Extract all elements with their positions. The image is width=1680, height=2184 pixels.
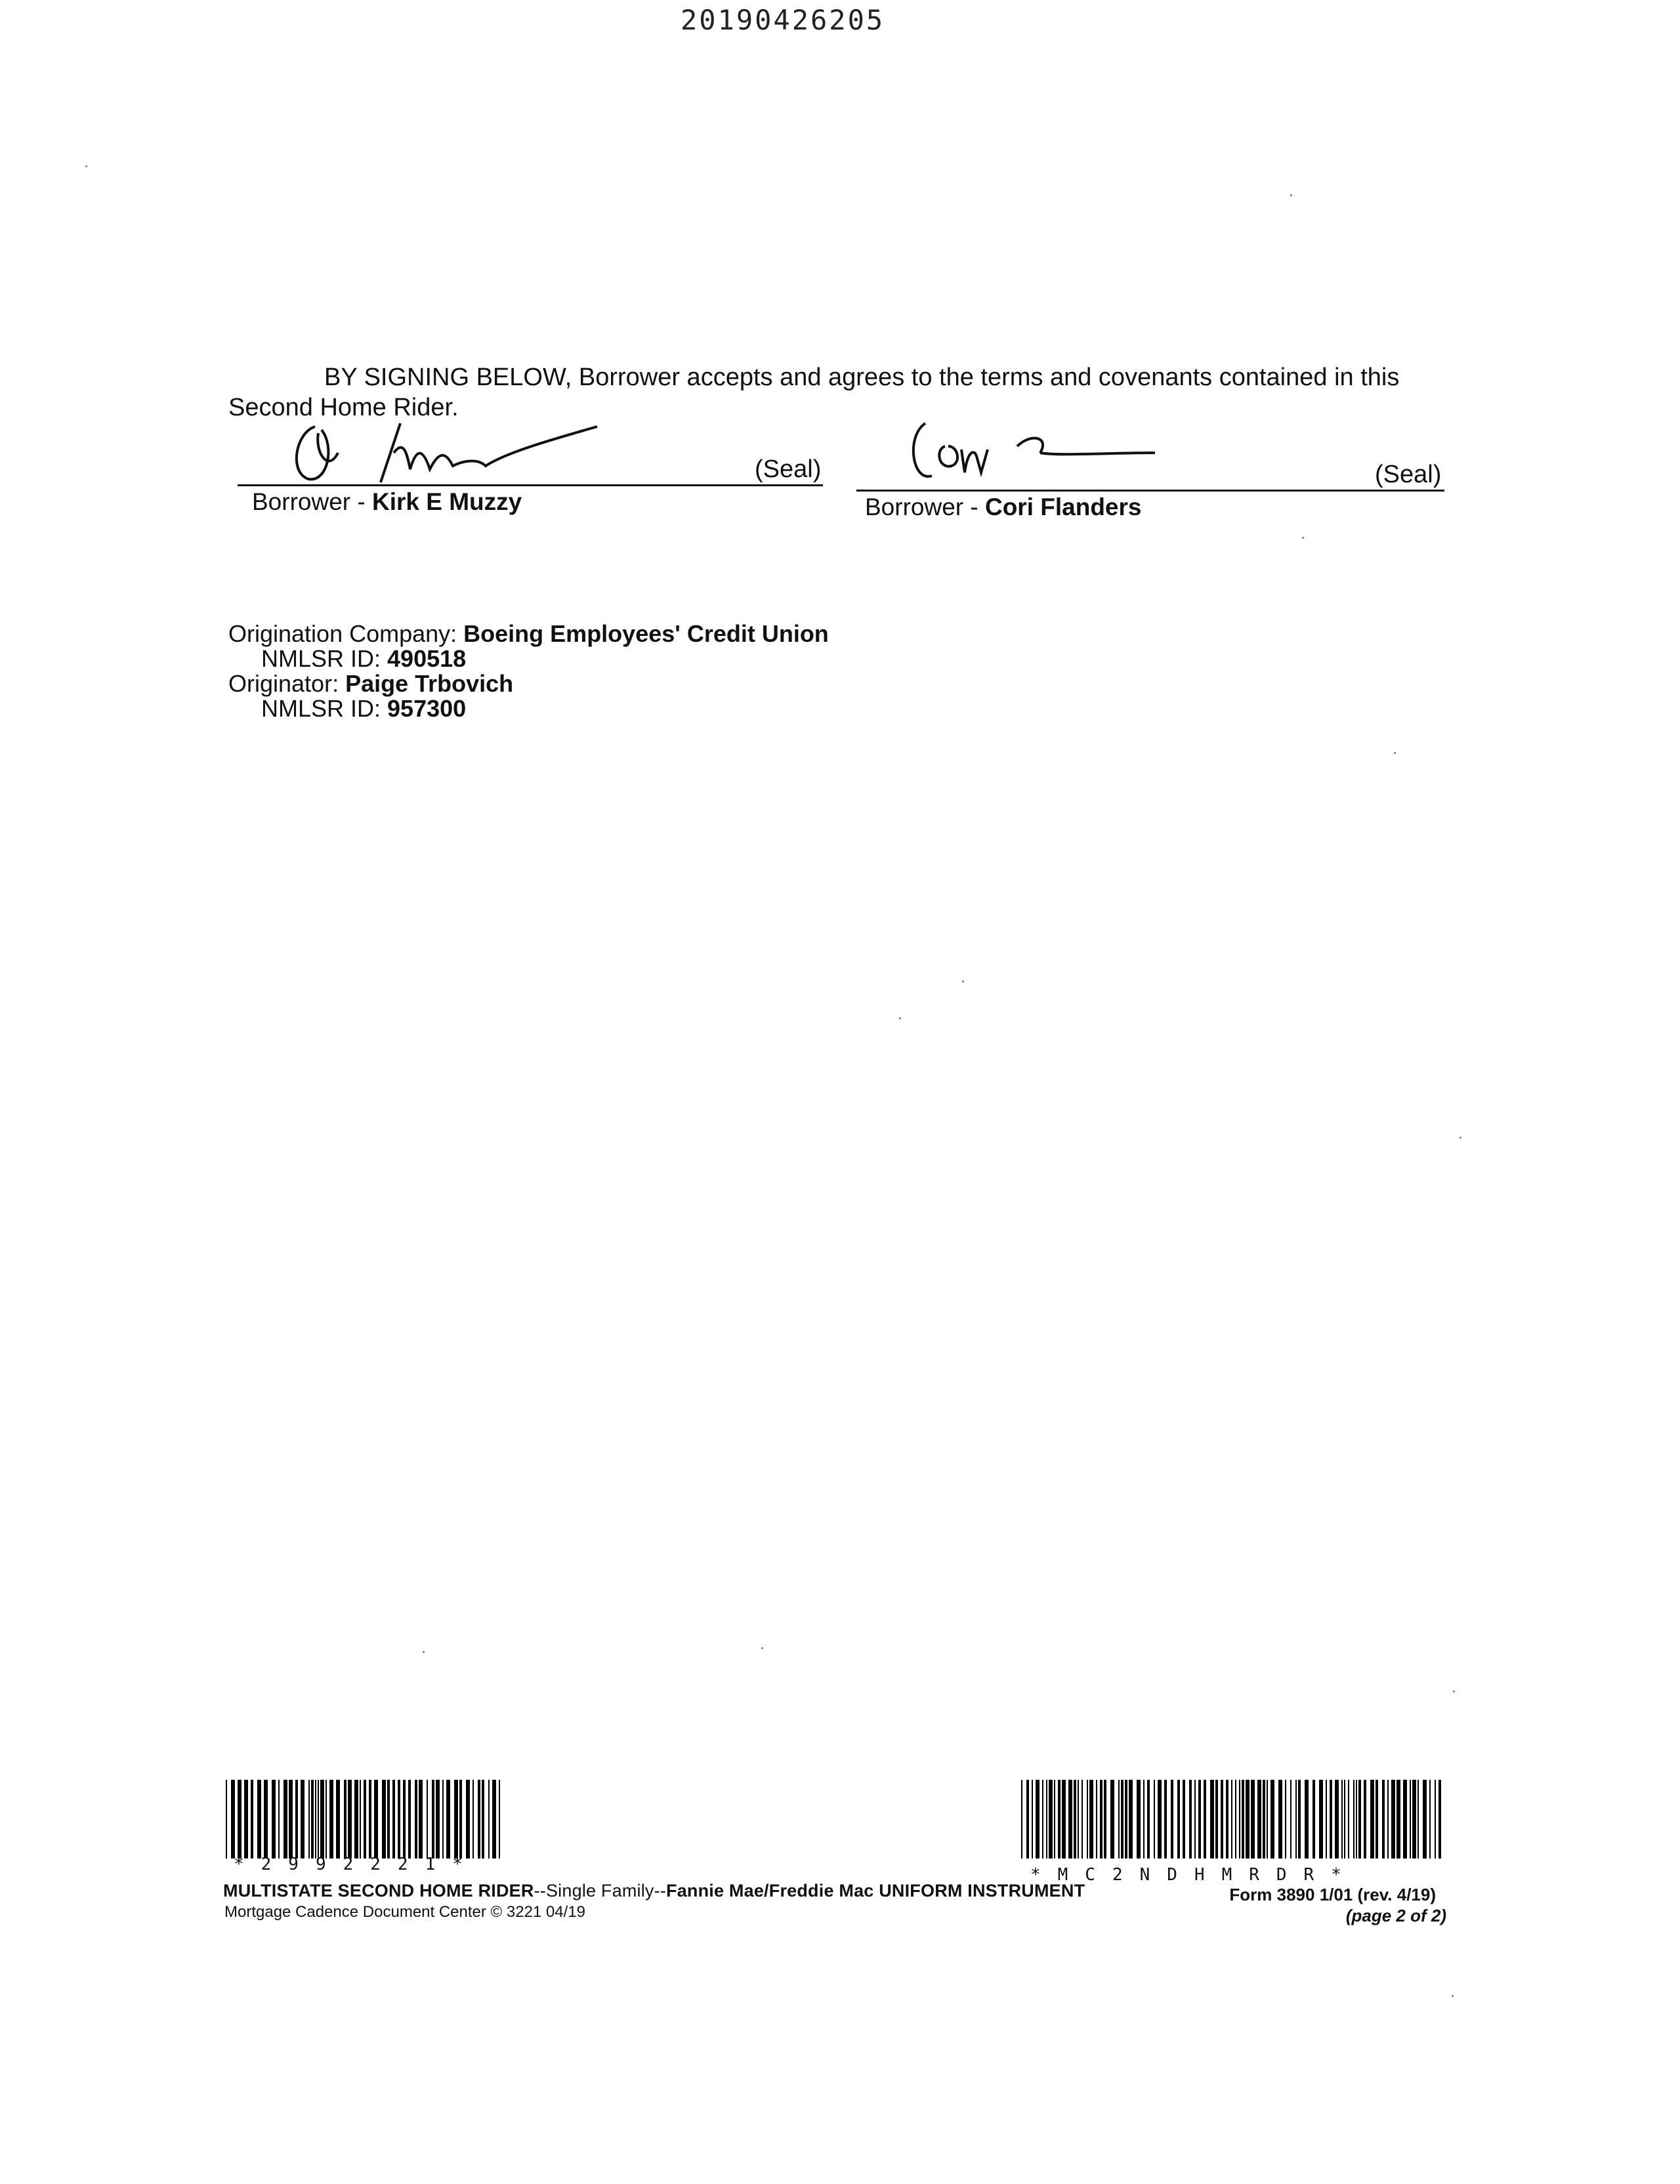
signature-kirk-muzzy [289, 413, 617, 492]
barcode-bar [1118, 1780, 1120, 1858]
borrower-name: Cori Flanders [984, 494, 1142, 520]
barcode-bar [442, 1780, 444, 1858]
barcode-bar [1036, 1780, 1040, 1858]
barcode-bar [329, 1780, 333, 1858]
barcode-bar [1089, 1780, 1093, 1858]
barcode-bar [1295, 1780, 1297, 1858]
barcode-bar [1267, 1780, 1268, 1858]
barcode-bar [1021, 1780, 1022, 1858]
barcode-left [226, 1780, 508, 1858]
company-nmlsr-line [261, 646, 466, 672]
barcode-bar [1298, 1780, 1301, 1858]
scan-speck [1452, 1995, 1454, 1997]
barcode-bar [1062, 1780, 1066, 1858]
barcode-bar [1305, 1780, 1309, 1858]
scan-speck [962, 980, 964, 982]
barcode-bar [1319, 1780, 1323, 1858]
company-nmlsr: 490518 [387, 645, 467, 672]
barcode-bar [1100, 1780, 1102, 1858]
barcode-bar [1194, 1780, 1196, 1858]
document-number: 20190426205 [681, 4, 885, 36]
barcode-bar [1121, 1780, 1124, 1858]
barcode-bar [403, 1780, 406, 1858]
barcode-right-text: *MC2NDHMRDR* [1030, 1865, 1358, 1885]
scan-speck [1460, 1137, 1461, 1139]
barcode-bar [466, 1780, 470, 1858]
signature-cori-flanders [899, 410, 1175, 489]
barcode-bar [1058, 1780, 1060, 1858]
barcode-bar [1251, 1780, 1255, 1858]
barcode-bar [446, 1780, 450, 1858]
barcode-bar [1042, 1780, 1043, 1858]
barcode-bar [1231, 1780, 1232, 1858]
borrower-role: Borrower - [252, 488, 372, 515]
barcode-bar [289, 1780, 293, 1858]
signature-line-1 [238, 484, 823, 486]
barcode-bar [278, 1780, 280, 1858]
barcode-bar [284, 1780, 287, 1858]
scan-speck [423, 1651, 425, 1653]
footer-publisher: Mortgage Cadence Document Center © 3221 04/19 [224, 1903, 586, 1921]
footer-form: Form 3890 1/01 (rev. 4/19) [1229, 1885, 1436, 1904]
barcode-bar [1087, 1780, 1088, 1858]
barcode-bar [318, 1780, 319, 1858]
barcode-bar [1242, 1780, 1244, 1858]
barcode-bar [1312, 1780, 1315, 1858]
barcode-bar [326, 1780, 327, 1858]
barcode-bar [1376, 1780, 1378, 1858]
barcode-bar [1204, 1780, 1206, 1858]
barcode-bar [1078, 1780, 1079, 1858]
barcode-bar [1158, 1780, 1162, 1858]
barcode-bar [374, 1780, 378, 1858]
originator-label: Originator: [228, 670, 346, 697]
barcode-bar [238, 1780, 242, 1858]
barcode-bar [1423, 1780, 1427, 1858]
barcode-bar [415, 1780, 417, 1858]
barcode-bar [1164, 1780, 1167, 1858]
barcode-bar [1096, 1780, 1097, 1858]
barcode-bar [1257, 1780, 1261, 1858]
barcode-bar [336, 1780, 340, 1858]
barcode-bar [344, 1780, 346, 1858]
barcode-bar [354, 1780, 358, 1858]
footer-title-bold2: Fannie Mae/Freddie Mac UNIFORM INSTRUMENT [666, 1881, 1085, 1900]
footer-title [223, 1881, 1085, 1901]
scan-speck [1394, 752, 1396, 754]
borrower-name: Kirk E Muzzy [371, 488, 522, 515]
barcode-bar [1082, 1780, 1083, 1858]
barcode-bar [392, 1780, 395, 1858]
barcode-bar [1364, 1780, 1366, 1858]
barcode-bar [257, 1780, 261, 1858]
barcode-bar [1335, 1780, 1339, 1858]
barcode-bar [1054, 1780, 1055, 1858]
barcode-bar [1418, 1780, 1419, 1858]
barcode-bar [472, 1780, 474, 1858]
barcode-bar [1046, 1780, 1047, 1858]
barcode-bar [387, 1780, 390, 1858]
seal-label-1: (Seal) [755, 455, 822, 483]
barcode-bar [1068, 1780, 1072, 1858]
barcode-bar [1382, 1780, 1385, 1858]
barcode-bar [244, 1780, 248, 1858]
origination-company: Boeing Employees' Credit Union [463, 620, 829, 647]
barcode-bar [1263, 1780, 1265, 1858]
barcode-bar [1358, 1780, 1361, 1858]
barcode-bar [1270, 1780, 1274, 1858]
signature-line-2 [856, 490, 1444, 492]
barcode-bar [1387, 1780, 1389, 1858]
barcode-bar [1435, 1780, 1436, 1858]
scan-speck [1302, 537, 1304, 539]
barcode-bar [1110, 1780, 1114, 1858]
originator-nmlsr-label: NMLSR ID: [261, 695, 388, 722]
barcode-bar [1410, 1780, 1411, 1858]
scan-speck [1453, 1690, 1455, 1692]
company-nmlsr-label: NMLSR ID: [261, 645, 388, 672]
barcode-bar [264, 1780, 268, 1858]
footer-title-bold: MULTISTATE SECOND HOME RIDER [223, 1881, 534, 1900]
barcode-bar [1403, 1780, 1407, 1858]
barcode-bar [1341, 1780, 1343, 1858]
origination-company-line [228, 621, 829, 647]
scan-speck [899, 1017, 901, 1019]
barcode-bar [364, 1780, 366, 1858]
barcode-bar [1221, 1780, 1223, 1858]
barcode-bar [1177, 1780, 1180, 1858]
barcode-bar [1125, 1780, 1127, 1858]
originator-nmlsr: 957300 [387, 695, 467, 722]
seal-label-2: (Seal) [1375, 461, 1442, 488]
barcode-bar [1183, 1780, 1185, 1858]
barcode-bar [1129, 1780, 1133, 1858]
barcode-bar [1154, 1780, 1155, 1858]
barcode-bar [1026, 1780, 1029, 1858]
barcode-bar [1032, 1780, 1033, 1858]
barcode-bar [478, 1780, 480, 1858]
barcode-bar [1290, 1780, 1292, 1858]
barcode-bar [1049, 1780, 1053, 1858]
agreement-line-2: Second Home Rider. [228, 394, 459, 421]
barcode-bar [251, 1780, 253, 1858]
originator-name: Paige Trbovich [345, 670, 514, 697]
barcode-bar [1285, 1780, 1286, 1858]
barcode-bar [320, 1780, 324, 1858]
barcode-bar [348, 1780, 352, 1858]
barcode-bar [360, 1780, 361, 1858]
barcode-bar [1396, 1780, 1400, 1858]
barcode-bar [419, 1780, 423, 1858]
barcode-bar [492, 1780, 496, 1858]
barcode-bar [454, 1780, 458, 1858]
barcode-bar [231, 1780, 235, 1858]
originator-nmlsr-line [261, 696, 466, 722]
barcode-bar [382, 1780, 386, 1858]
barcode-bar [369, 1780, 371, 1858]
barcode-bar [432, 1780, 434, 1858]
barcode-bar [1189, 1780, 1192, 1858]
barcode-bar [1344, 1780, 1345, 1858]
barcode-bar [1246, 1780, 1250, 1858]
agreement-line-1: BY SIGNING BELOW, Borrower accepts and agrees to the terms and covenants contained in this [324, 364, 1400, 391]
barcode-bar [1438, 1780, 1441, 1858]
barcode-bar [1210, 1780, 1214, 1858]
barcode-bar [315, 1780, 316, 1858]
scan-speck [1290, 194, 1292, 196]
barcode-bar [398, 1780, 400, 1858]
barcode-bar [1412, 1780, 1416, 1858]
origination-company-label: Origination Company: [228, 620, 464, 647]
scan-speck [85, 165, 87, 167]
barcode-bar [226, 1780, 227, 1858]
barcode-bar [1391, 1780, 1395, 1858]
barcode-bar [1137, 1780, 1141, 1858]
barcode-bar [1171, 1780, 1173, 1858]
footer-title-normal: --Single Family-- [534, 1881, 667, 1900]
barcode-right [1021, 1780, 1446, 1858]
barcode-bar [1143, 1780, 1144, 1858]
barcode-bar [1226, 1780, 1228, 1858]
footer-page: (page 2 of 2) [1345, 1906, 1446, 1925]
barcode-bar [308, 1780, 310, 1858]
borrower-role: Borrower - [865, 494, 985, 520]
barcode-bar [1198, 1780, 1201, 1858]
scan-speck [761, 1647, 763, 1649]
barcode-bar [408, 1780, 411, 1858]
barcode-bar [295, 1780, 298, 1858]
barcode-bar [301, 1780, 304, 1858]
barcode-bar [1330, 1780, 1332, 1858]
barcode-bar [1429, 1780, 1431, 1858]
barcode-bar [1235, 1780, 1236, 1858]
barcode-bar [1326, 1780, 1327, 1858]
barcode-bar [1239, 1780, 1240, 1858]
barcode-bar [482, 1780, 484, 1858]
barcode-bar [1356, 1780, 1357, 1858]
barcode-bar [427, 1780, 428, 1858]
barcode-bar [499, 1780, 500, 1858]
borrower-label-1 [252, 488, 522, 516]
barcode-bar [1370, 1780, 1374, 1858]
barcode-bar [1147, 1780, 1150, 1858]
barcode-bar [1104, 1780, 1106, 1858]
barcode-bar [1215, 1780, 1218, 1858]
barcode-bar [1278, 1780, 1282, 1858]
barcode-left-text: *2992221* [234, 1855, 480, 1874]
barcode-bar [1353, 1780, 1354, 1858]
originator-line [228, 671, 513, 697]
barcode-bar [311, 1780, 314, 1858]
barcode-bar [436, 1780, 440, 1858]
barcode-bar [272, 1780, 276, 1858]
barcode-bar [488, 1780, 490, 1858]
borrower-label-2 [865, 494, 1141, 521]
barcode-bar [459, 1780, 462, 1858]
barcode-bar [1348, 1780, 1349, 1858]
barcode-bar [1074, 1780, 1076, 1858]
